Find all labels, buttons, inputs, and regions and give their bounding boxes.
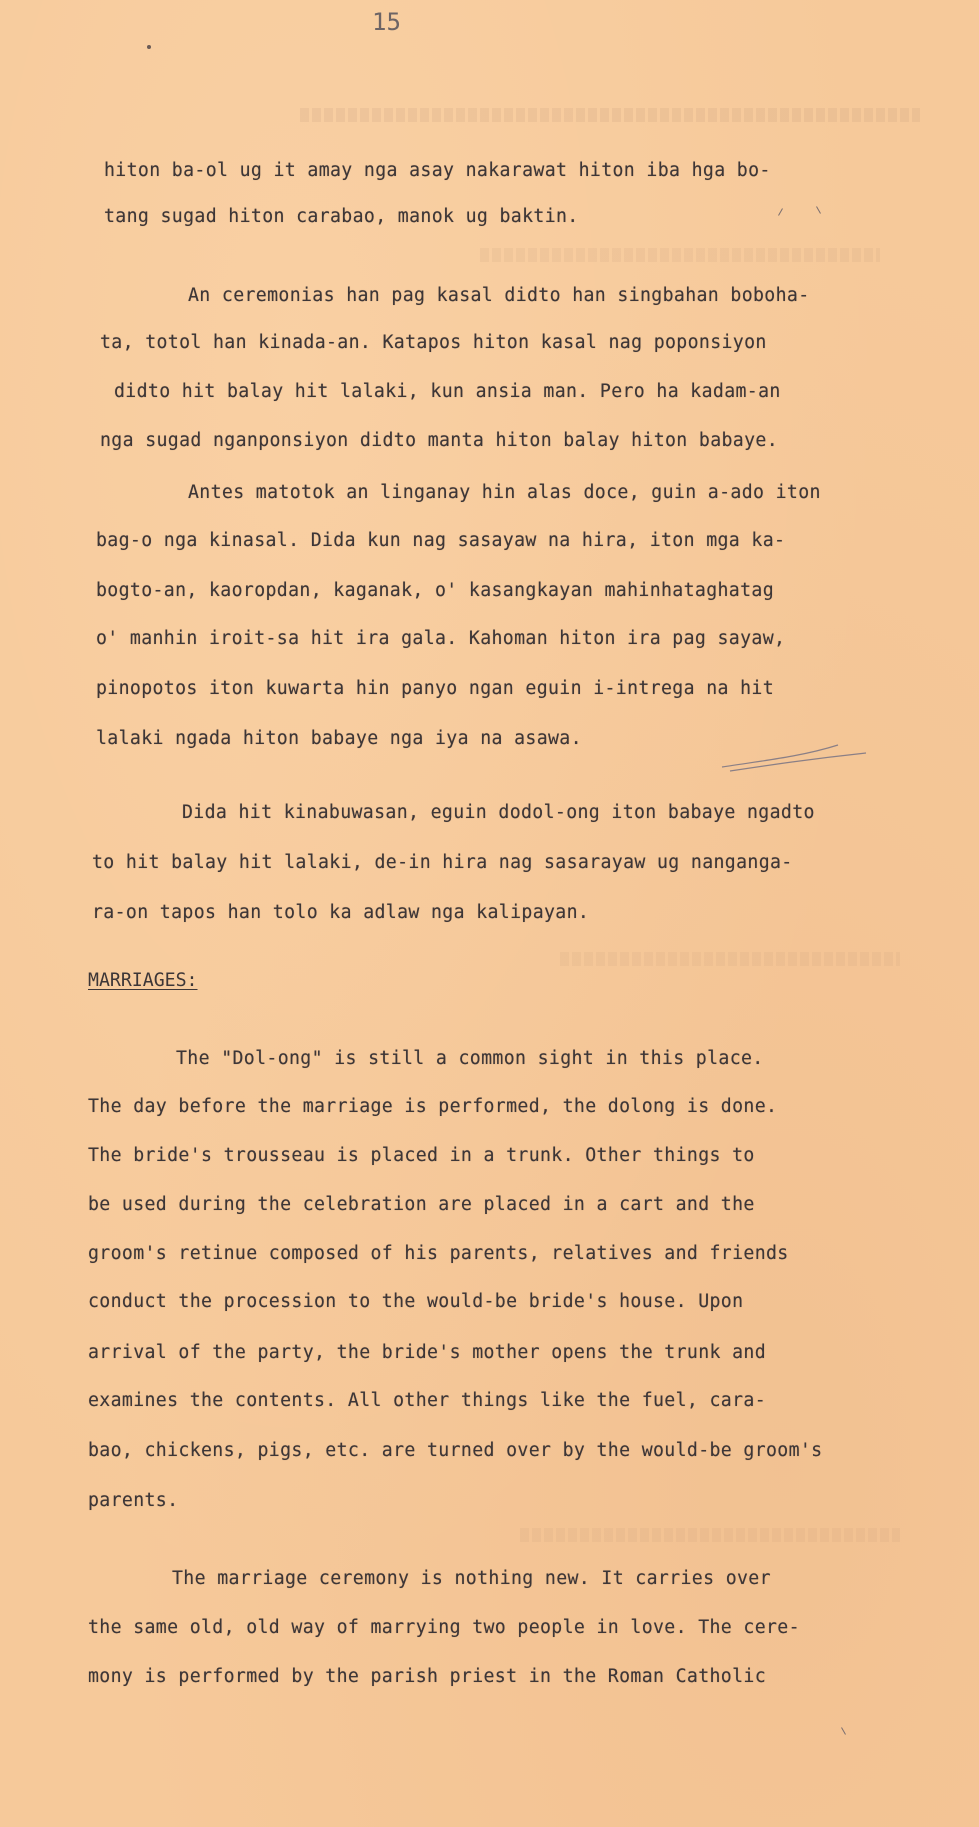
text-line: to hit balay hit lalaki, de-in hira nag sasarayaw ug nanganga- — [92, 852, 793, 873]
ink-tick — [778, 208, 783, 215]
text-line: o' manhin iroit-sa hit ira gala. Kahoman hiton ira pag sayaw, — [96, 628, 786, 649]
text-line: bao, chickens, pigs, etc. are turned over by the would-be groom's — [88, 1440, 823, 1461]
pen-stroke — [720, 725, 870, 775]
text-line: ra-on tapos han tolo ka adlaw nga kalipayan. — [92, 902, 590, 923]
text-line: be used during the celebration are placed in a cart and the — [88, 1194, 755, 1215]
text-line: bag-o nga kinasal. Dida kun nag sasayaw na hira, iton mga ka- — [96, 530, 786, 551]
text-line: The "Dol-ong" is still a common sight in this place. — [176, 1048, 764, 1069]
section-heading: MARRIAGES: — [88, 970, 198, 991]
text-line: arrival of the party, the bride's mother opens the trunk and — [88, 1342, 766, 1363]
text-line: the same old, old way of marrying two people in love. The cere- — [88, 1617, 800, 1638]
ink-speck — [841, 1727, 846, 1734]
text-line: The marriage ceremony is nothing new. It carries over — [172, 1568, 771, 1589]
text-line: The bride's trousseau is placed in a trunk. Other things to — [88, 1145, 755, 1166]
text-line: didto hit balay hit lalaki, kun ansia man. Pero ha kadam-an — [114, 381, 781, 402]
text-line: tang sugad hiton carabao, manok ug baktin. — [104, 206, 579, 227]
text-line: mony is performed by the parish priest in the Roman Catholic — [88, 1666, 766, 1687]
text-line: ta, totol han kinada-an. Katapos hiton kasal nag poponsiyon — [100, 332, 767, 353]
text-line: parents. — [88, 1490, 179, 1511]
text-line: examines the contents. All other things like the fuel, cara- — [88, 1390, 766, 1411]
text-line: groom's retinue composed of his parents, relatives and friends — [88, 1243, 789, 1264]
text-line: conduct the procession to the would-be bride's house. Upon — [88, 1291, 744, 1312]
text-line: bogto-an, kaoropdan, kaganak, o' kasangkayan mahinhataghatag — [96, 580, 774, 601]
text-line: Antes matotok an linganay hin alas doce, guin a-ado iton — [188, 482, 821, 503]
text-line: lalaki ngada hiton babaye nga iya na asawa. — [96, 728, 582, 749]
text-line: Dida hit kinabuwasan, eguin dodol-ong iton babaye ngadto — [182, 802, 815, 823]
text-line: hiton ba-ol ug it amay nga asay nakarawat hiton iba hga bo- — [104, 160, 771, 181]
page-number: 15 — [372, 8, 401, 36]
ink-speck — [147, 45, 151, 49]
ink-tick — [816, 206, 821, 213]
text-line: pinopotos iton kuwarta hin panyo ngan eguin i-intrega na hit — [96, 678, 774, 699]
text-line: An ceremonias han pag kasal didto han singbahan boboha- — [188, 285, 810, 306]
text-line: nga sugad nganponsiyon didto manta hiton balay hiton babaye. — [100, 430, 778, 451]
text-line: The day before the marriage is performed, the dolong is done. — [88, 1096, 778, 1117]
